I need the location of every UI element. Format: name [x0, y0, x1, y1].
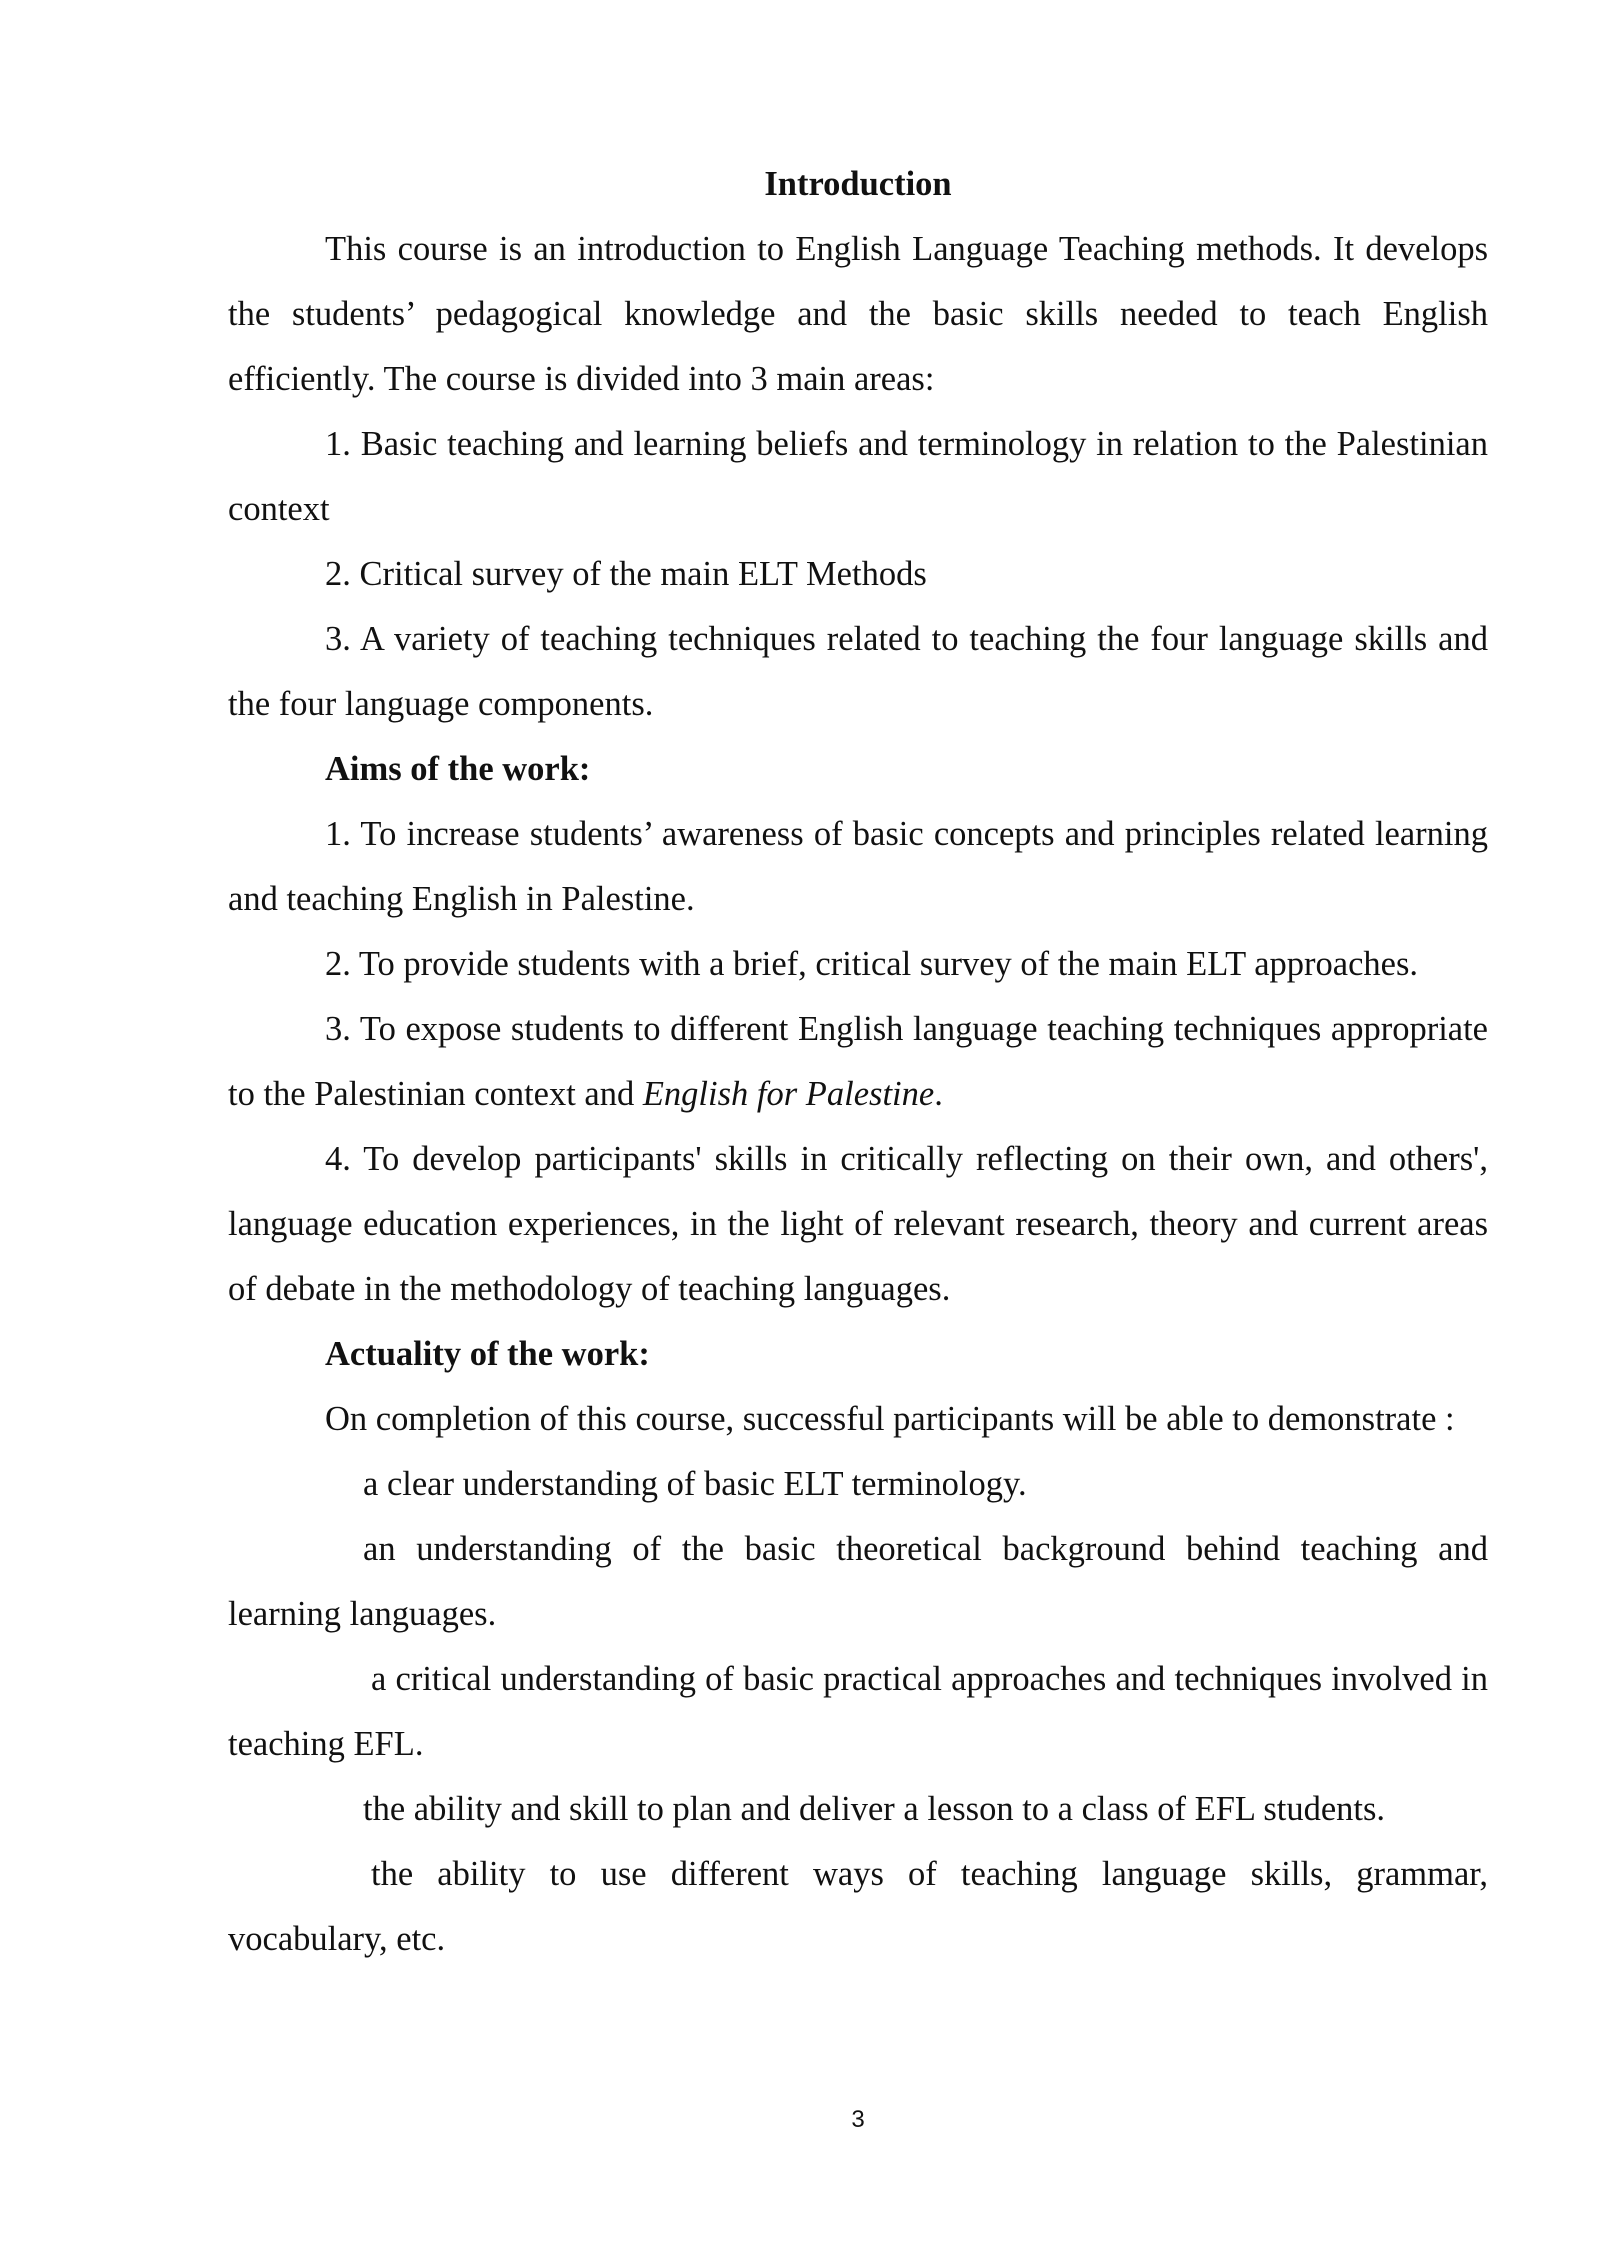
aim-item-1: 1. To increase students’ awareness of basic concepts and principles related learning and teaching English in Palestine.	[228, 815, 1488, 918]
aim-item-3-text: 3. To expose students to different English language teaching techniques appropriate to the Palestinian context and	[228, 1010, 1488, 1113]
aim-item-3-end: .	[934, 1075, 943, 1113]
aims-heading: Aims of the work:	[325, 750, 591, 788]
actuality-heading: Actuality of the work:	[325, 1335, 650, 1373]
actuality-lead: On completion of this course, successful participants will be able to demonstrate :	[325, 1400, 1455, 1438]
outcome-item-2: an understanding of the basic theoretical background behind teaching and learning languages.	[228, 1530, 1488, 1633]
page-title: Introduction	[764, 165, 952, 203]
page-number: 3	[851, 2106, 865, 2133]
aim-item-3	[228, 997, 1488, 1127]
aim-item-2: 2. To provide students with a brief, critical survey of the main ELT approaches.	[325, 945, 1418, 983]
area-item-3: 3. A variety of teaching techniques related to teaching the four language skills and the four language components.	[228, 620, 1488, 723]
document-body	[228, 152, 1488, 1972]
area-item-2: 2. Critical survey of the main ELT Methods	[325, 555, 927, 593]
intro-paragraph: This course is an introduction to English Language Teaching methods. It develops the students’ pedagogical knowledge and the basic skills needed to teach English efficiently. The course is divided into 3 main areas:	[228, 230, 1488, 398]
outcome-item-1: a clear understanding of basic ELT terminology.	[363, 1465, 1027, 1503]
outcome-item-4: the ability and skill to plan and deliver a lesson to a class of EFL students.	[363, 1790, 1386, 1828]
outcome-item-3: a critical understanding of basic practical approaches and techniques involved in teaching EFL.	[228, 1660, 1488, 1763]
outcome-item-5: the ability to use different ways of teaching language skills, grammar, vocabulary, etc.	[228, 1855, 1488, 1958]
aim-item-3-italic-title: English for Palestine	[642, 1075, 935, 1113]
aim-item-4: 4. To develop participants' skills in critically reflecting on their own, and others', language education experiences, in the light of relevant research, theory and current areas of debate in the methodology of teaching languages.	[228, 1140, 1488, 1308]
area-item-1: 1. Basic teaching and learning beliefs and terminology in relation to the Palestinian context	[228, 425, 1488, 528]
